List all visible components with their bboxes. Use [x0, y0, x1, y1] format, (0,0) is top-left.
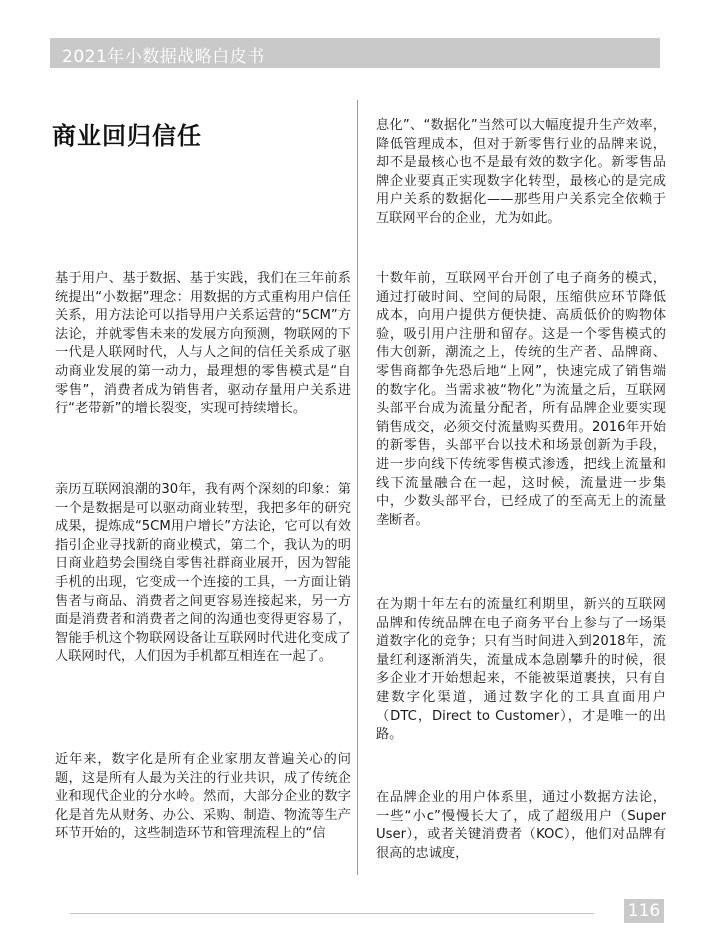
right-paragraph-2: 十数年前，互联网平台开创了电子商务的模式，通过打破时间、空间的局限，压缩供应环节降低成本，向用户提供方便快捷、高质低价的购物体验，吸引用户注册和留存。这是一个零售模式的伟大创新，潮流之上，传统的生产者、品牌商、零售商都争先恐后地“上网”，快速完成了销售端的数字化。当需求被“物化”为流量之后，互联网头部平台成为流量分配者，所有品牌企业要实现销售成交，必须交付流量购买费用。2016年开始的新零售，头部平台以技术和场景创新为手段，进一步向线下传统零售模式渗透，把线上流量和线下流量融合在一起，这时候，流量进一步集中，少数头部平台，已经成了的至高无上的流量垄断者。	[376, 271, 666, 528]
left-paragraph-2: 亲历互联网浪潮的30年，我有两个深刻的印象：第一个是数据是可以驱动商业转型，我把多年的研究成果，提炼成“5CM用户增长”方法论，它可以有效指引企业寻找新的商业模式，第二个，我认为的明日商业趋势会围绕自零售社群商业展开，因为智能手机的出现，它变成一个连接的工具，一方面让销售者与商品、消费者之间更容易连接起来，另一方面是消费者和消费者之间的沟通也变得更容易了，智能手机这个物联网设备让互联网时代进化变成了人联网时代，人们因为手机都互相连在一起了。	[55, 482, 351, 665]
column-divider	[357, 100, 358, 875]
section-title: 商业回归信任	[52, 122, 202, 150]
left-paragraph-3: 近年来，数字化是所有企业家朋友普遍关心的问题，这是所有人最为关注的行业共识，成了传统企业和现代企业的分水岭。然而，大部分企业的数字化是首先从财务、办公、采购、制造、物流等生产环节开始的，这些制造环节和管理流程上的“信	[55, 752, 351, 842]
footer-rule	[70, 913, 594, 914]
document-title: 2021年小数据战略白皮书	[62, 47, 265, 67]
header-bar	[50, 38, 660, 68]
page-number: 116	[624, 899, 664, 923]
right-paragraph-4: 在品牌企业的用户体系里，通过小数据方法论，一些“小c”慢慢长大了，成了超级用户（Super User），或者关键消费者（KOC），他们对品牌有很高的忠诚度，	[376, 790, 666, 861]
right-paragraph-1: 息化”、“数据化”当然可以大幅度提升生产效率，降低管理成本，但对于新零售行业的品牌来说，却不是最核心也不是最有效的数字化。新零售品牌企业要真正实现数字化转型，最核心的是完成用户关系的数据化——那些用户关系完全依赖于互联网平台的企业，尤为如此。	[376, 118, 666, 226]
right-paragraph-3: 在为期十年左右的流量红利期里，新兴的互联网品牌和传统品牌在电子商务平台上参与了一场渠道数字化的竞争；只有当时间进入到2018年，流量红利逐渐消失，流量成本急剧攀升的时候，很多企业才开始想起来，不能被渠道裹挟，只有自建数字化渠道，通过数字化的工具直面用户（DTC，Direct to Customer），才是唯一的出路。	[376, 597, 666, 743]
left-paragraph-1: 基于用户、基于数据、基于实践，我们在三年前系统提出“小数据”理念：用数据的方式重构用户信任关系，用方法论可以指导用户关系运营的“5CM”方法论，并就零售未来的发展方向预测，物联网的下一代是人联网时代，人与人之间的信任关系成了驱动商业发展的第一动力，最理想的零售模式是“自零售”，消费者成为销售者，驱动存量用户关系进行“老带新”的增长裂变，实现可持续增长。	[55, 271, 351, 417]
